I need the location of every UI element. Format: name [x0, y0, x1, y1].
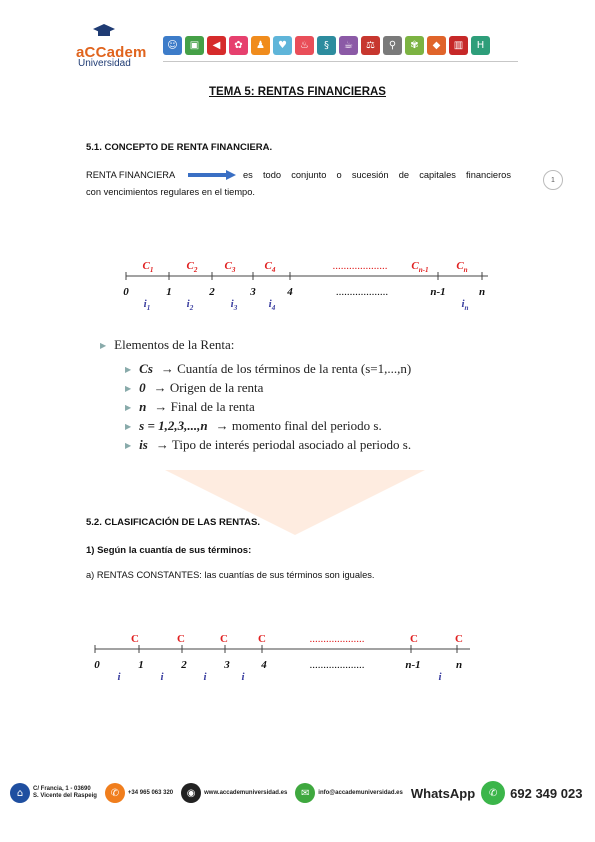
elementos-item	[125, 437, 520, 453]
timeline-point-label: n-1	[430, 286, 446, 298]
timeline-rate-label: $i_4$	[268, 298, 276, 312]
search-icon[interactable]: ⚲	[383, 36, 402, 55]
elementos-symbol: is	[139, 437, 148, 452]
footer-address-line1: C/ Francia, 1 - 03690	[33, 786, 91, 792]
timeline-rate-label: $i_1$	[143, 298, 151, 312]
section-heading-concepto: 5.1. CONCEPTO DE RENTA FINANCIERA.	[86, 142, 273, 153]
timeline-constante	[85, 628, 485, 688]
building-icon[interactable]: ▥	[449, 36, 468, 55]
timeline-capital-label: C	[220, 633, 228, 645]
footer-address	[33, 786, 97, 800]
timeline-capital-label: C	[455, 633, 463, 645]
timeline-capital-label: C	[177, 633, 185, 645]
phone-icon: ✆	[105, 783, 125, 803]
graduation-cap-icon	[93, 24, 115, 38]
timeline-capital-label: $C_4$	[264, 260, 276, 274]
whatsapp-icon[interactable]: ✆	[481, 781, 505, 805]
timeline-capital-label: $C_2$	[186, 260, 198, 274]
home-icon: ⌂	[10, 783, 30, 803]
page-title: TEMA 5: RENTAS FINANCIERAS	[209, 86, 386, 98]
footer-address-line2: S. Vicente del Raspeig	[33, 793, 97, 799]
timeline-rate-label: $i_n$	[461, 298, 469, 312]
elementos-description: → Cuantía de los términos de la renta (s=1,...,n)	[160, 361, 412, 376]
bullet-icon: ▶	[125, 364, 132, 374]
timeline-point-label: 2	[209, 286, 215, 298]
timeline-general	[110, 255, 500, 315]
elementos-description: → momento final del periodo s.	[215, 418, 382, 433]
elementos-item	[125, 361, 520, 377]
right-arrow-icon	[188, 170, 236, 180]
timeline-point-label: 0	[123, 286, 129, 298]
email-icon: ✉	[295, 783, 315, 803]
rentas-constantes-text: a) RENTAS CONSTANTES: las cuantías de sus términos son iguales.	[86, 570, 375, 580]
bullet-icon: ▶	[125, 402, 132, 412]
megaphone-icon[interactable]: ◀	[207, 36, 226, 55]
timeline-capital-label: $C_{n-1}$	[411, 260, 429, 274]
elementos-symbol: 0	[139, 380, 146, 395]
timeline-point-label: 1	[166, 286, 172, 298]
header-divider	[163, 61, 518, 62]
timeline-rate-label: $i_3$	[230, 298, 238, 312]
board-icon[interactable]: ▣	[185, 36, 204, 55]
footer-contact-bar	[10, 780, 585, 806]
elementos-symbol: s = 1,2,3,...,n	[139, 418, 208, 433]
group-icon[interactable]: ♟	[251, 36, 270, 55]
timeline-point-label: n	[455, 659, 463, 671]
timeline-capital-dots: ....................	[309, 633, 365, 645]
bullet-icon: ▶	[125, 440, 132, 450]
logo-wordmark: aCCadem	[76, 44, 147, 61]
bullet-icon: ▶	[125, 421, 132, 431]
hospital-icon[interactable]: H	[471, 36, 490, 55]
bullet-icon: ▶	[100, 340, 107, 350]
footer-phone[interactable]: +34 965 063 320	[127, 789, 174, 796]
timeline-capital-label: C	[410, 633, 418, 645]
renta-definition-line2: con vencimientos regulares en el tiempo.	[86, 187, 255, 197]
elementos-item	[125, 418, 520, 434]
elementos-heading: Elementos de la Renta:	[114, 337, 235, 352]
whatsapp-label: WhatsApp	[410, 785, 476, 801]
timeline-point-label: 1	[138, 659, 144, 671]
heartbeat-icon[interactable]: ♥	[273, 36, 292, 55]
timeline-rate-label: i	[203, 671, 207, 683]
elementos-description: → Origen de la renta	[153, 380, 264, 395]
plant-icon[interactable]: ✾	[405, 36, 424, 55]
shield-icon[interactable]: ◆	[427, 36, 446, 55]
category-icon-bar	[163, 36, 490, 55]
globe-icon: ◉	[181, 783, 201, 803]
elementos-list	[100, 337, 520, 472]
elementos-symbol: n	[139, 399, 147, 414]
subsection-heading-cuantia: 1) Según la cuantía de sus términos:	[86, 545, 252, 556]
timeline-rate-label: i	[160, 671, 164, 683]
elementos-item	[125, 399, 520, 415]
timeline-capital-label: C	[131, 633, 139, 645]
flower-icon[interactable]: ✿	[229, 36, 248, 55]
timeline-rate-label: $i_2$	[186, 298, 194, 312]
dna-icon[interactable]: §	[317, 36, 336, 55]
elementos-item	[125, 380, 520, 396]
timeline-point-label: 4	[287, 286, 293, 298]
timeline-point-dots: ....................	[309, 659, 365, 671]
timeline-point-label: 0	[94, 659, 100, 671]
timeline-point-label: n	[478, 286, 486, 298]
elementos-description: → Tipo de interés periodal asociado al periodo s.	[155, 437, 412, 452]
renta-lead-term: RENTA FINANCIERA	[86, 170, 176, 180]
timeline-rate-label: i	[241, 671, 245, 683]
timeline-capital-label: $C_1$	[142, 260, 154, 274]
logo-subtitle: Universidad	[78, 58, 131, 69]
elementos-symbol: Cs	[139, 361, 153, 376]
cup-icon[interactable]: ☕	[339, 36, 358, 55]
scales-icon[interactable]: ⚖	[361, 36, 380, 55]
timeline-point-label: 4	[261, 659, 267, 671]
timeline-point-label: n-1	[405, 659, 421, 671]
bullet-icon: ▶	[125, 383, 132, 393]
elementos-heading-row	[100, 337, 520, 353]
page-number-badge: 1	[543, 170, 563, 190]
timeline-capital-label: C	[258, 633, 266, 645]
timeline-capital-dots: ....................	[332, 260, 388, 272]
section-heading-clasificacion: 5.2. CLASIFICACIÓN DE LAS RENTAS.	[86, 517, 261, 528]
timeline-point-label: 3	[250, 286, 256, 298]
timeline-capital-label: $C_3$	[224, 260, 236, 274]
footer-email-link[interactable]: info@accademuniversidad.es	[318, 789, 403, 796]
people-icon[interactable]: ☺	[163, 36, 182, 55]
timeline-rate-label: i	[117, 671, 121, 683]
whatsapp-number[interactable]: 692 349 023	[510, 785, 583, 801]
timeline-point-label: 2	[181, 659, 187, 671]
footer-website-link[interactable]: www.accademuniversidad.es	[204, 789, 288, 796]
elementos-description: → Final de la renta	[154, 399, 255, 414]
timeline-point-label: 3	[224, 659, 230, 671]
timeline-rate-label: i	[438, 671, 442, 683]
timeline-point-dots: ...................	[335, 286, 389, 298]
chef-icon[interactable]: ♨	[295, 36, 314, 55]
timeline-capital-label: $C_n$	[456, 260, 468, 274]
renta-definition-line1: es todo conjunto o sucesión de capitales financieros	[243, 170, 511, 180]
